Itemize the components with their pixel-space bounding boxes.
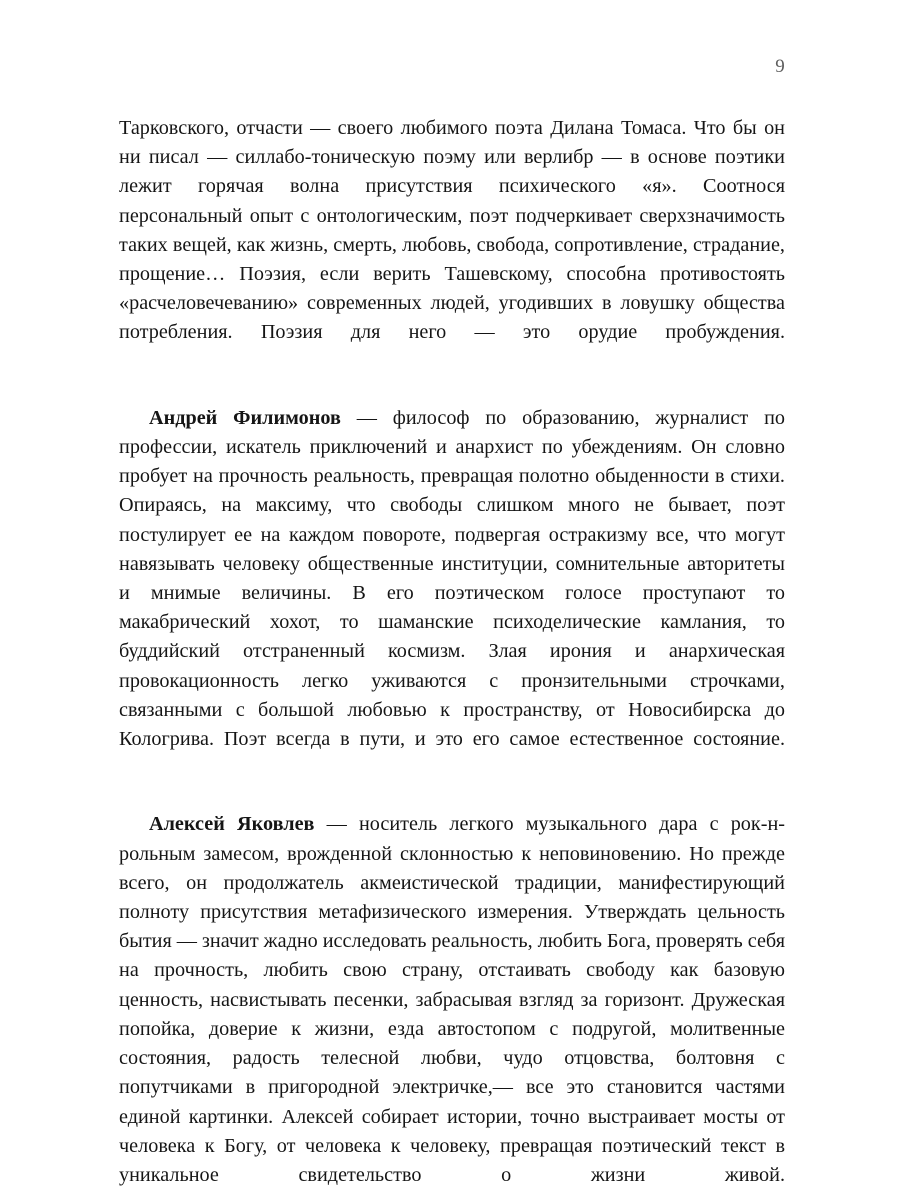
- page-number: 9: [775, 56, 785, 77]
- paragraph: [119, 810, 785, 1200]
- paragraph: [119, 114, 785, 377]
- poet-name: Алексей Яковлев: [149, 813, 315, 836]
- paragraph: [119, 404, 785, 784]
- paragraph-text: Тарковского, отчасти — своего любимого поэта Дилана Томаса. Что бы он ни писал — силлабо-тоническую поэму или верлибр — в основе поэтики лежит горячая волна присутствия психического «я». Соотнося персональный опыт с онтологическим, поэт подчеркивает сверхзначимость таких вещей, как жизнь, смерть, любовь, свобода, сопротивление, страдание, прощение… Поэзия, если верить Ташевскому, способна противостоять «расчеловечеванию» современных людей, угодивших в ловушку общества потребления. Поэзия для него — это орудие пробуждения.: [119, 117, 785, 344]
- text-column: [119, 114, 785, 1200]
- paragraph-text: — философ по образованию, журналист по профессии, искатель приключений и анархист по убеждениям. Он словно пробует на прочность реальность, превращая полотно обыденности в стихи. Опираясь, на максиму, что свободы слишком много не бывает, поэт постулирует ее на каждом повороте, подвергая остракизму все, что могут навязывать человеку общественные институции, сомнительные авторитеты и мнимые величины. В его поэтическом голосе проступают то макабрический хохот, то шаманские психоделические камлания, то буддийский отстраненный космизм. Злая ирония и анархическая провокационность легко уживаются с пронзительными строчками, связанными с большой любовью к пространству, от Новосибирска до Кологрива. Поэт всегда в пути, и это его самое естественное состояние.: [119, 406, 786, 751]
- poet-name: Андрей Филимонов: [149, 406, 341, 429]
- paragraph-text: — носитель легкого музыкального дара с рок-н-рольным замесом, врожденной склонностью к неповиновению. Но прежде всего, он продолжатель акмеистической традиции, манифестирующий полноту присутствия метафизического измерения. Утверждать цельность бытия — значит жадно исследовать реальность, любить Бога, проверять себя на прочность, любить свою страну, отстаивать свободу как базовую ценность, насвистывать песенки, забрасывая взгляд за горизонт. Дружеская попойка, доверие к жизни, езда автостопом с подругой, молитвенные состояния, радость телесной любви, чудо отцовства, болтовня с попутчиками в пригородной электричке,— все это становится частями единой картинки. Алексей собирает истории, точно выстраивает мосты от человека к Богу, от человека к человеку, превращая поэтический текст в уникальное свидетельство о жизни живой.: [119, 813, 785, 1186]
